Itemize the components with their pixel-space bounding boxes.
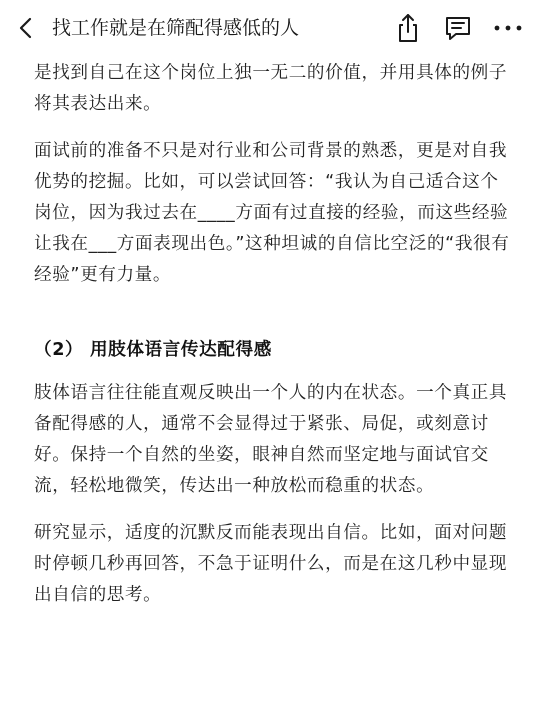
share-button[interactable] <box>390 10 426 46</box>
article-paragraph-1: 是找到自己在这个岗位上独一无二的价值，并用具体的例子将其表达出来。 <box>34 63 508 114</box>
section-heading: （2） 用肢体语言传达配得感 <box>34 340 272 360</box>
article-paragraph-2: 面试前的准备不只是对行业和公司背景的熟悉，更是对自我优势的挖掘。比如，可以尝试回答：“我认为自己适合这个岗位，因为我过去在____方面有过直接的经验，而这些经验让我在___方面表现出色。”这种坦诚的自信比空泛的“我很有经验”更有力量。 <box>34 141 510 285</box>
article-paragraph-4: 研究显示，适度的沉默反而能表现出自信。比如，面对问题时停顿几秒再回答，不急于证明什么，而是在这几秒中显现出自信的思考。 <box>34 523 508 605</box>
comment-icon <box>443 13 473 43</box>
more-dots-icon <box>493 23 523 33</box>
more-button[interactable] <box>490 10 526 46</box>
page-title: 找工作就是在筛配得感低的人 <box>52 17 300 39</box>
comment-button[interactable] <box>440 10 476 46</box>
article-body <box>34 58 512 627</box>
article-paragraph-3: 肢体语言往往能直观反映出一个人的内在状态。一个真正具备配得感的人，通常不会显得过于紧张、局促，或刻意讨好。保持一个自然的坐姿，眼神自然而坚定地与面试官交流，轻松地微笑，传达出一种放松而稳重的状态。 <box>34 383 508 496</box>
chevron-left-icon <box>16 16 36 40</box>
back-button[interactable] <box>10 12 42 44</box>
top-bar <box>0 0 540 56</box>
share-icon <box>394 12 422 44</box>
